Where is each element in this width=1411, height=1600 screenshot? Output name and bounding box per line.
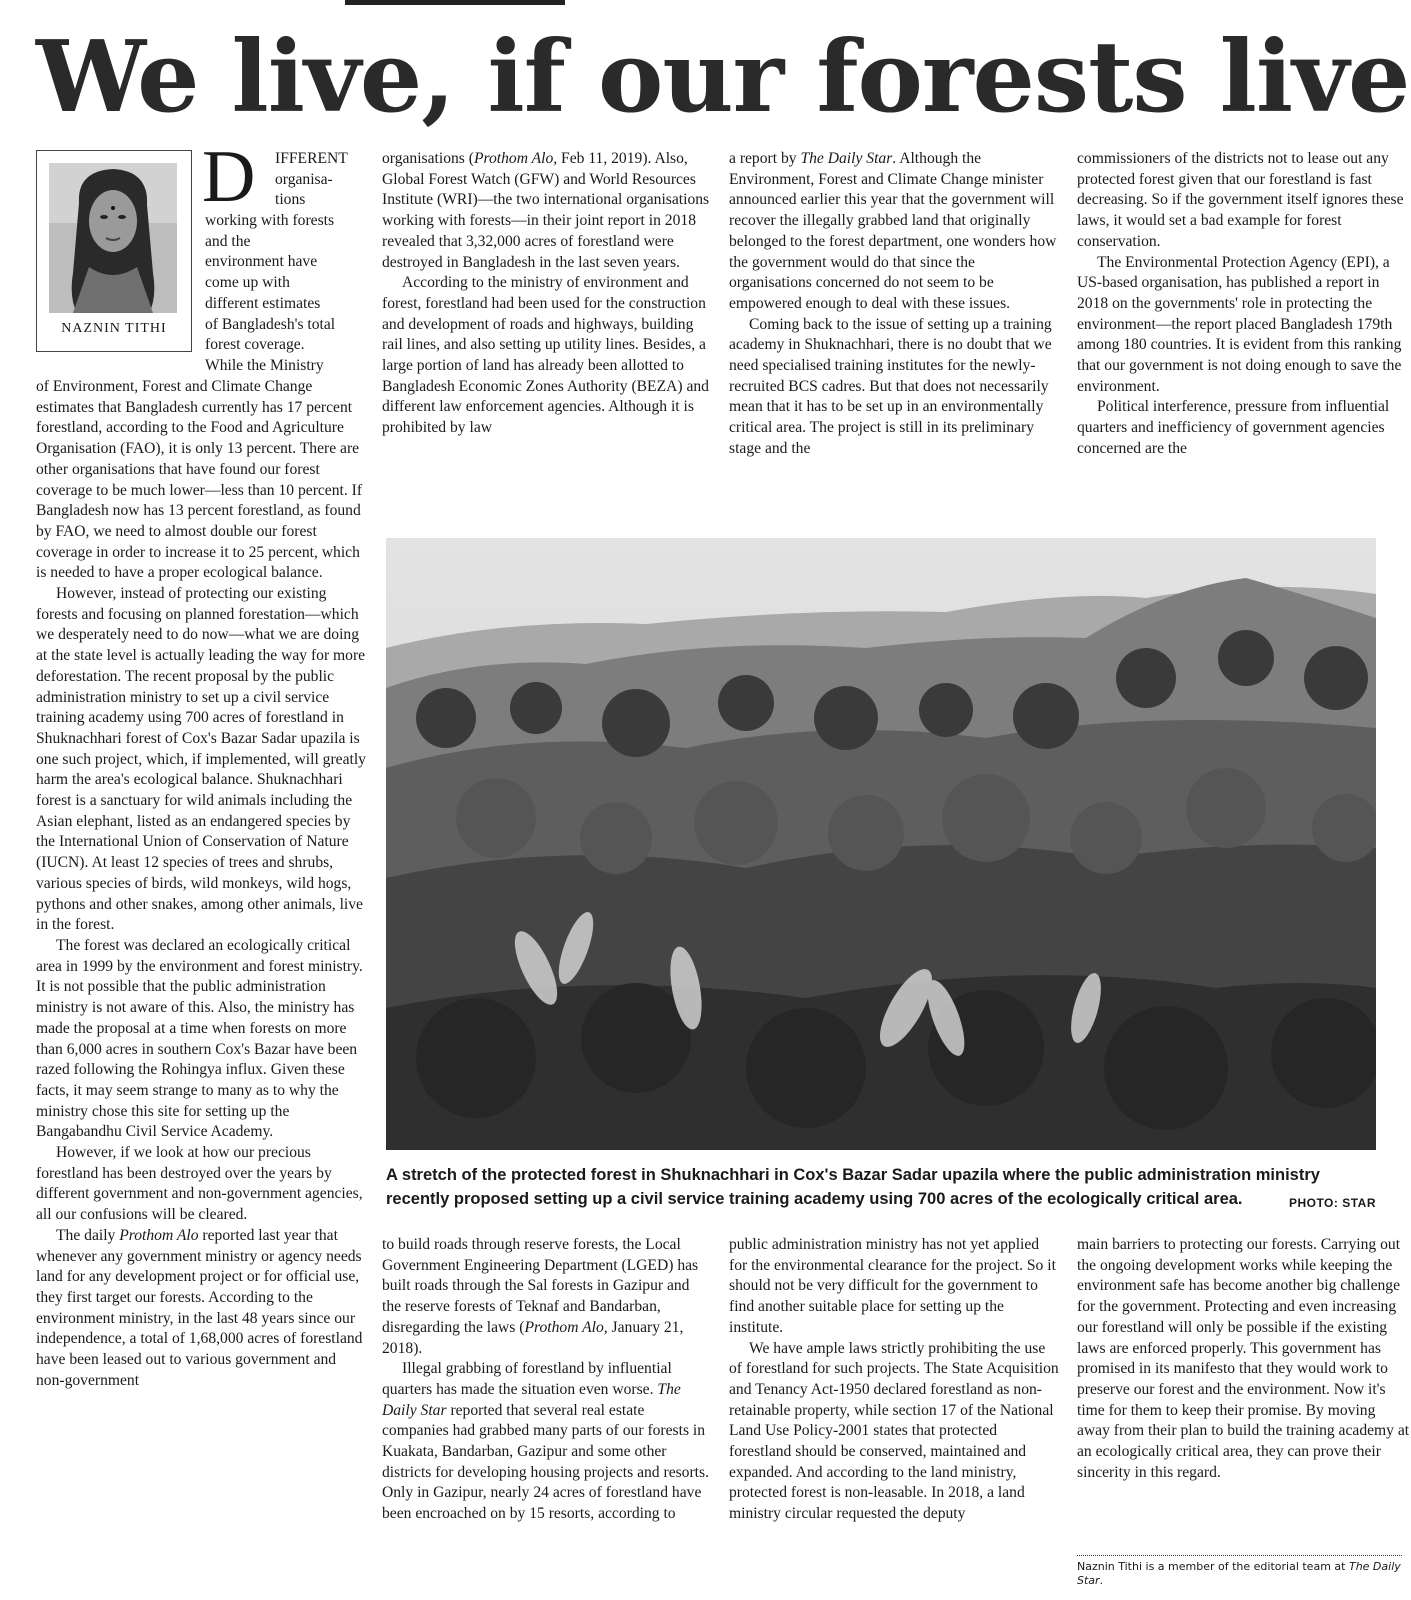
wrap-line: come up with	[205, 274, 290, 292]
caption-text: A stretch of the protected forest in Shuknachhari in Cox's Bazar Sadar upazila where the public administration ministry recently proposed setting up a civil service training academy using 700 acres of the ecologically critical area.	[386, 1166, 1320, 1208]
section-tag-bar	[345, 0, 565, 5]
author-name: NAZNIN TITHI	[61, 321, 167, 336]
paragraph: The daily Prothom Alo reported last year that whenever any government ministry or agency needs land for any development project or for official use, they first target our forests. According to the environment ministry, in the last 48 years since our independence, a total of 1,68,000 acres of forestland have been leased out to various government and non-government	[36, 1226, 363, 1389]
photo-caption	[386, 1163, 1376, 1211]
paragraph: organisations (Prothom Alo, Feb 11, 2019). Also, Global Forest Watch (GFW) and World Resources Institute (WRI)—the two international organisations working with forests—in their joint report in 2018 revealed that 3,32,000 acres of forestland were destroyed in Bangladesh in the last seven years.	[382, 150, 710, 271]
column-4	[1077, 149, 1411, 460]
paragraph: of Environment, Forest and Climate Change estimates that Bangladesh currently has 17 percent forestland, according to the Food and Agriculture Organisation (FAO), it is only 13 percent. There are other organisations that have found our forest coverage to be much lower—less than 10 percent. If Bangladesh now has 13 percent forestland, as found by FAO, we need to almost double our forest coverage in order to increase it to 25 percent, which is needed to have a proper ecological balance.	[36, 378, 363, 582]
paragraph: main barriers to protecting our forests. Carrying out the ongoing development works while keeping the environment safe has become another big challenge for the government. Protecting and even increasing our forestland will only be possible if the existing laws are enforced properly. This government has promised in its manifesto that they would work to preserve our forest and the environment. Now it's time for them to keep their promise. By moving away from their plan to build the training academy at an ecologically critical area, they can prove their sincerity in this regard.	[1077, 1236, 1410, 1481]
wrap-line: and the	[205, 232, 251, 250]
paragraph: to build roads through reserve forests, the Local Government Engineering Department (LGED) has built roads through the Sal forests in Gazipur and the reserve forests of Teknaf and Bandarban, disregarding the laws (Prothom Alo, January 21, 2018).	[382, 1236, 699, 1357]
wrap-line: different estimates	[205, 294, 321, 312]
wrap-line: organisa-	[275, 170, 333, 188]
photo-credit: PHOTO: STAR	[1288, 1196, 1376, 1210]
column-6	[729, 1235, 1059, 1525]
source-name: Prothom Alo,	[473, 150, 558, 167]
forest-photo	[386, 538, 1376, 1150]
column-3	[729, 149, 1059, 460]
author-footnote: Naznin Tithi is a member of the editorial team at The Daily Star.	[1077, 1555, 1402, 1588]
paragraph: commissioners of the districts not to lease out any protected forest given that our forestland is fast decreasing. So if the government itself ignores these laws, it would set a bad example for forest conservation.	[1077, 150, 1404, 250]
wrap-text-2	[205, 211, 365, 377]
wrap-line: While the Ministry	[205, 356, 324, 374]
paragraph: The Environmental Protection Agency (EPI), a US-based organisation, has published a report in 2018 on the governments' role in protecting the environment—the report placed Bangladesh 179th among 180 countries. It is evident from this ranking that our government is not doing enough to save the environment.	[1077, 253, 1402, 395]
column-5	[382, 1235, 712, 1525]
wrap-line: environment have	[205, 253, 318, 271]
paragraph: Illegal grabbing of forestland by influential quarters has made the situation even worse. The Daily Star reported that several real estate companies had grabbed many parts of our forests in Kuakata, Bandarban, Gazipur and some other districts for developing housing projects and resorts. Only in Gazipur, nearly 24 acres of forestland have been encroached on by 15 resorts, according to	[382, 1360, 709, 1523]
source-name: Prothom Alo	[119, 1226, 199, 1244]
paragraph: Political interference, pressure from influential quarters and inefficiency of government agencies concerned are the	[1077, 398, 1390, 457]
source-name: The Daily Star	[382, 1380, 681, 1419]
column-2	[382, 149, 710, 439]
wrap-line: tions	[275, 191, 306, 209]
paragraph: However, instead of protecting our existing forests and focusing on planned forestation—which we desperately need to do now—what we are doing at the state level is actually leading the way for more deforestation. The recent proposal by the public administration ministry to set up a civil service training academy using 700 acres of forestland in Shuknachhari forest of Cox's Bazar Sadar upazila is one such project, which, if implemented, will greatly harm the area's ecological balance. Shuknachhari forest is a sanctuary for wild animals including the Asian elephant, listed as an endangered species by the International Union of Conservation of Nature (IUCN). At least 12 species of trees and shrubs, various species of birds, wild monkeys, wild hogs, pythons and other snakes, among other animals, live in the forest.	[36, 585, 366, 934]
source-name: The Daily Star	[800, 150, 893, 167]
paragraph: public administration ministry has not yet applied for the environmental clearance for the project. So it should not be very difficult for the government to find another suitable place for setting up the institute.	[729, 1236, 1056, 1336]
author-photo	[49, 163, 177, 313]
wrap-text-1	[275, 149, 355, 211]
paragraph: However, if we look at how our precious forestland has been destroyed over the years by different government and non-government agencies, all our confusions will be cleared.	[36, 1144, 363, 1224]
paragraph: According to the ministry of environment and forest, forestland had been used for the construction and development of roads and highways, building rail lines, and also setting up utility lines. Besides, a large portion of land has already been allotted to Bangladesh Economic Zones Authority (BEZA) and different law enforcement agencies. Although it is prohibited by law	[382, 274, 709, 437]
source-name: Prothom Alo,	[524, 1318, 608, 1336]
column-1	[36, 377, 368, 1391]
paragraph: The forest was declared an ecologically critical area in 1999 by the environment and forest ministry. It is not possible that the public administration ministry is not aware of this. Also, the ministry has made the proposal at a time when forests on more than 6,000 acres in southern Cox's Bazar have been razed following the Rohingya influx. Given these facts, it may seem strange to many as to why the ministry chose this site for setting up the Bangabandhu Civil Service Academy.	[36, 936, 363, 1141]
publication-name: The Daily Star	[1077, 1560, 1401, 1587]
drop-cap: D	[202, 136, 256, 218]
wrap-line: of Bangladesh's total	[205, 315, 336, 333]
wrap-line: working with forests	[205, 212, 335, 229]
paragraph: Coming back to the issue of setting up a training academy in Shuknachhari, there is no doubt that we need specialised training institutes for the newly-recruited BCS cadres. But that does not necessarily mean that it has to be set up in an environmentally critical area. The project is still in its preliminary stage and the	[729, 315, 1052, 457]
headline: We live, if our forests live	[36, 20, 1410, 135]
wrap-line: IFFERENT	[275, 150, 348, 167]
author-box	[36, 150, 192, 352]
column-7	[1077, 1235, 1411, 1483]
paragraph: We have ample laws strictly prohibiting the use of forestland for such projects. The State Acquisition and Tenancy Act-1950 declared forestland as non-retainable property, while section 17 of the National Land Use Policy-2001 states that protected forestland should be conserved, maintained and expanded. And according to the land ministry, protected forest is non-leasable. In 2018, a land ministry circular requested the deputy	[729, 1339, 1059, 1523]
paragraph: a report by The Daily Star. Although the Environment, Forest and Climate Change minister announced earlier this year that the government will recover the illegally grabbed land that originally belonged to the forest department, one wonders how the government would do that since the organisations concerned do not seem to be empowered enough to deal with these issues.	[729, 150, 1057, 312]
wrap-line: forest coverage.	[205, 336, 305, 354]
